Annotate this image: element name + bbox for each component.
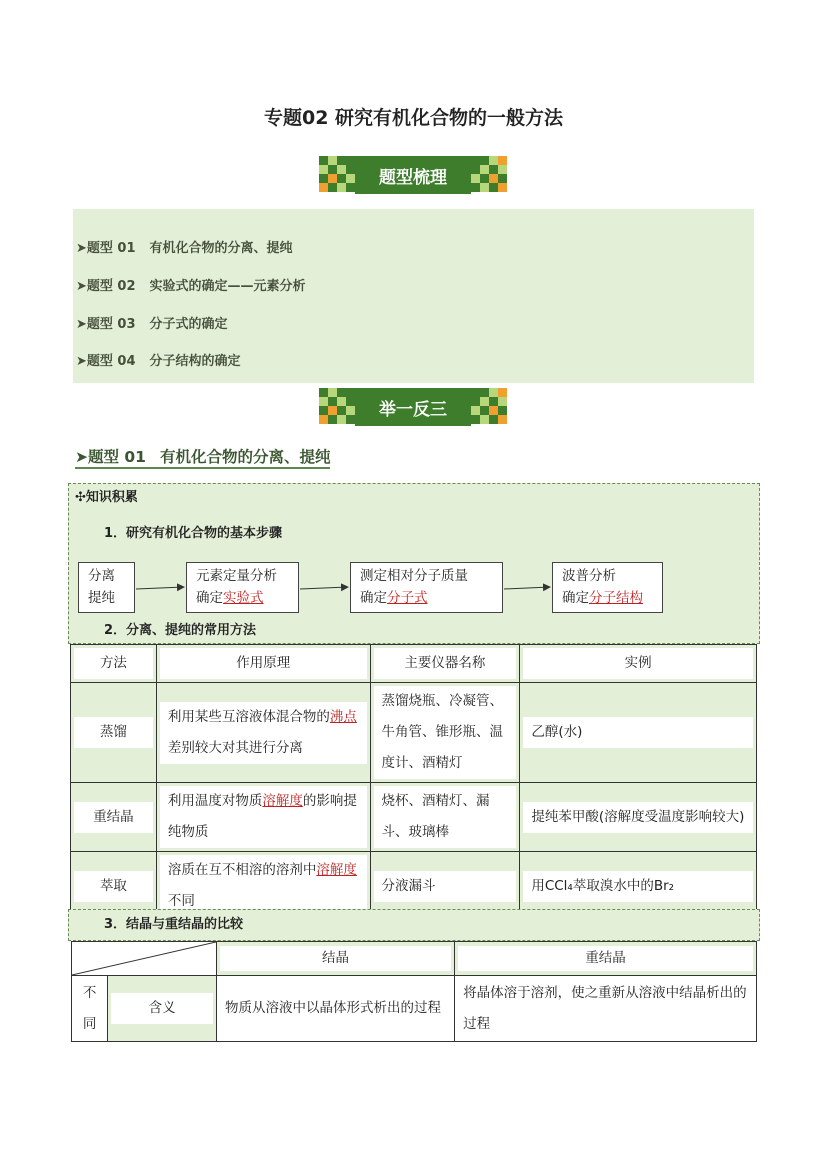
- diagonal-header-cell: [72, 942, 217, 976]
- page-title: 专题02 研究有机化合物的一般方法: [263, 107, 564, 129]
- principle-cell: 利用某些互溶液体混合物的沸点差别较大对其进行分离: [160, 702, 367, 764]
- section-banner-practice: [319, 388, 507, 426]
- banner-label: 举一反三: [355, 388, 471, 426]
- table-row: [72, 976, 757, 1042]
- header-cell: 方法: [71, 645, 157, 683]
- flow-box-molecular-mass: 测定相对分子质量 确定分子式: [350, 562, 503, 613]
- knowledge-box: [68, 483, 760, 644]
- topic-list: [73, 209, 754, 383]
- principle-cell: 利用温度对物质溶解度的影响提纯物质: [160, 786, 367, 848]
- checker-decoration-right: [471, 388, 507, 426]
- header-cell: 实例: [520, 645, 757, 683]
- method-cell: 萃取: [74, 871, 153, 902]
- flow-box-element-analysis: 元素定量分析 确定实验式: [186, 562, 299, 613]
- instrument-cell: 烧杯、酒精灯、漏斗、玻璃棒: [374, 786, 517, 848]
- instrument-cell: 分液漏斗: [374, 871, 517, 902]
- instrument-cell: 蒸馏烧瓶、冷凝管、牛角管、锥形瓶、温度计、酒精灯: [374, 686, 517, 779]
- step-heading-3: 3．结晶与重结晶的比较: [104, 917, 244, 932]
- topic-item-4[interactable]: ➤题型 04 分子结构的确定: [76, 354, 241, 369]
- knowledge-label: ✣知识积累: [75, 490, 138, 505]
- topic-item-3[interactable]: ➤题型 03 分子式的确定: [76, 317, 228, 332]
- separation-methods-table: [70, 644, 757, 921]
- flow-arrow-3: [504, 587, 550, 589]
- step-heading-box-3: [68, 909, 760, 941]
- header-cell: 主要仪器名称: [370, 645, 520, 683]
- method-cell: 重结晶: [74, 802, 153, 833]
- table-row: [71, 783, 757, 852]
- row-label-cell: 含义: [111, 993, 213, 1024]
- example-cell: 用CCl₄萃取溴水中的Br₂: [523, 871, 753, 902]
- diagonal-line: [72, 942, 216, 975]
- flow-arrow-2: [300, 587, 348, 589]
- side-label-cell: 不同: [72, 976, 108, 1042]
- checker-decoration-right: [471, 156, 507, 194]
- flow-box-spectrum: 波普分析 确定分子结构: [552, 562, 663, 613]
- checker-decoration-left: [319, 156, 355, 194]
- banner-label: 题型梳理: [355, 156, 471, 194]
- flow-arrow-1: [136, 587, 184, 589]
- header-cell: 重结晶: [455, 942, 757, 976]
- crystallization-def-cell: 物质从溶液中以晶体形式析出的过程: [225, 1000, 441, 1016]
- table-row: [71, 683, 757, 783]
- header-cell: 作用原理: [156, 645, 370, 683]
- principle-cell: 溶质在互不相溶的溶剂中溶解度不同: [160, 855, 367, 917]
- topic-item-2[interactable]: ➤题型 02 实验式的确定——元素分析: [76, 279, 306, 294]
- crystallization-comparison-table: [71, 941, 757, 1042]
- step-heading-2: 2．分离、提纯的常用方法: [104, 623, 257, 638]
- checker-decoration-left: [319, 388, 355, 426]
- topic-item-1[interactable]: ➤题型 01 有机化合物的分离、提纯: [76, 241, 293, 256]
- example-cell: 乙醇(水): [523, 717, 753, 748]
- flow-box-separate: 分离 提纯: [78, 562, 135, 613]
- example-cell: 提纯苯甲酸(溶解度受温度影响较大): [523, 802, 753, 833]
- section-heading: ➤题型 01 有机化合物的分离、提纯: [75, 445, 330, 469]
- section-banner-overview: [319, 156, 507, 194]
- step-heading-1: 1．研究有机化合物的基本步骤: [104, 526, 283, 541]
- header-cell: 结晶: [217, 942, 455, 976]
- recrystallization-def-cell: 将晶体溶于溶剂，使之重新从溶液中结晶析出的过程: [463, 984, 747, 1032]
- method-cell: 蒸馏: [74, 717, 153, 748]
